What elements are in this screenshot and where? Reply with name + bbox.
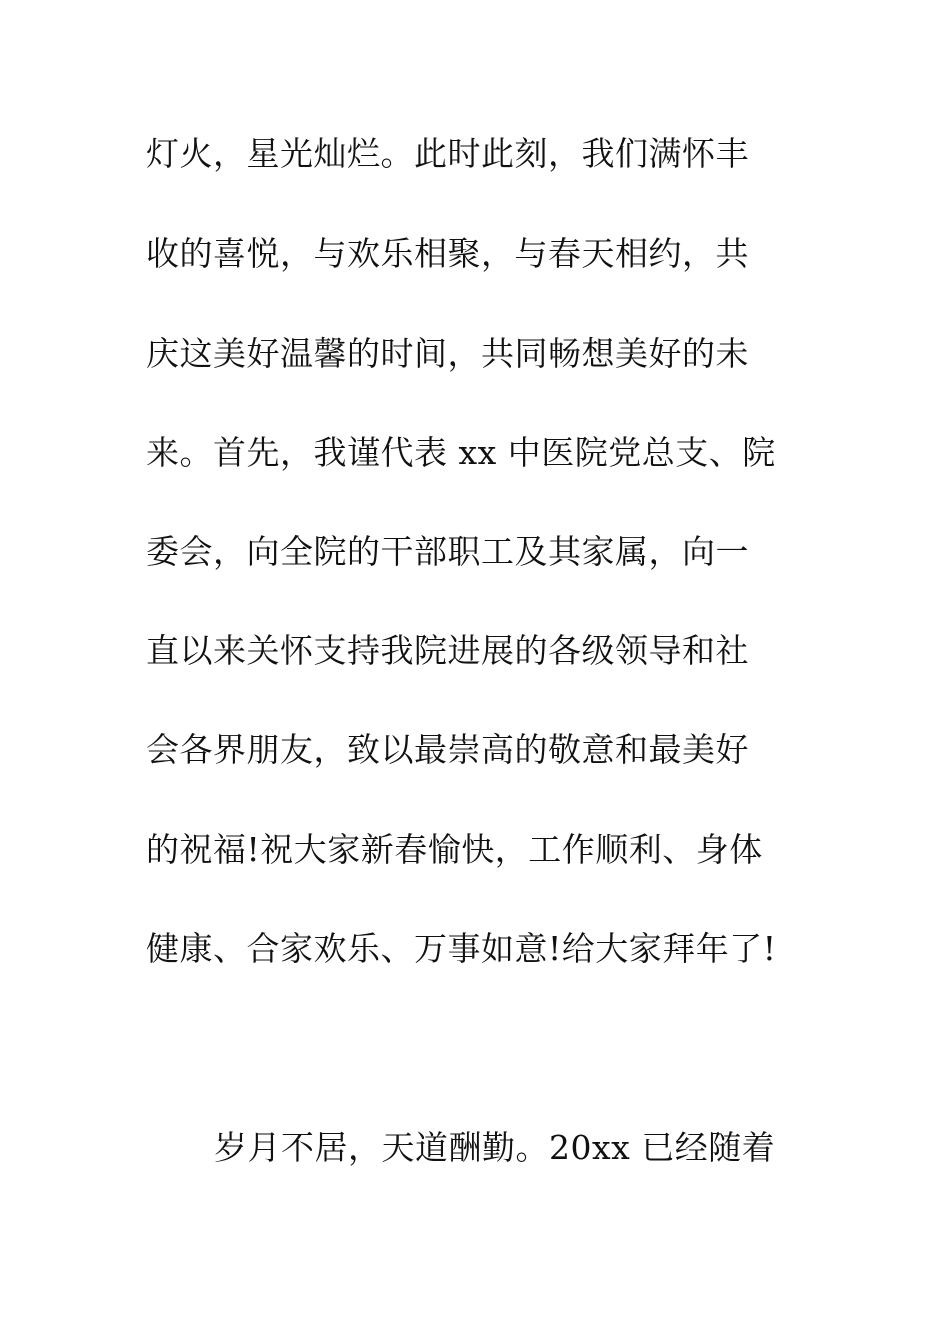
- text-line: 来。首先，我谨代表 xx 中医院党总支、院: [146, 433, 776, 472]
- paragraph-start-line: 岁月不居，天道酬勤。20xx 已经随着: [214, 1128, 776, 1167]
- text-line: 的祝福!祝大家新春愉快，工作顺利、身体: [146, 830, 763, 869]
- text-line: 庆这美好温馨的时间，共同畅想美好的未: [146, 334, 749, 373]
- text-line: 直以来关怀支持我院进展的各级领导和社: [146, 631, 749, 670]
- text-line: 委会，向全院的干部职工及其家属，向一: [146, 532, 749, 571]
- text-line: 收的喜悦，与欢乐相聚，与春天相约，共: [146, 234, 749, 273]
- text-line: 会各界朋友，致以最崇高的敬意和最美好: [146, 730, 749, 769]
- text-line: 健康、合家欢乐、万事如意!给大家拜年了!: [146, 929, 777, 968]
- text-line: 灯火，星光灿烂。此时此刻，我们满怀丰: [146, 134, 749, 173]
